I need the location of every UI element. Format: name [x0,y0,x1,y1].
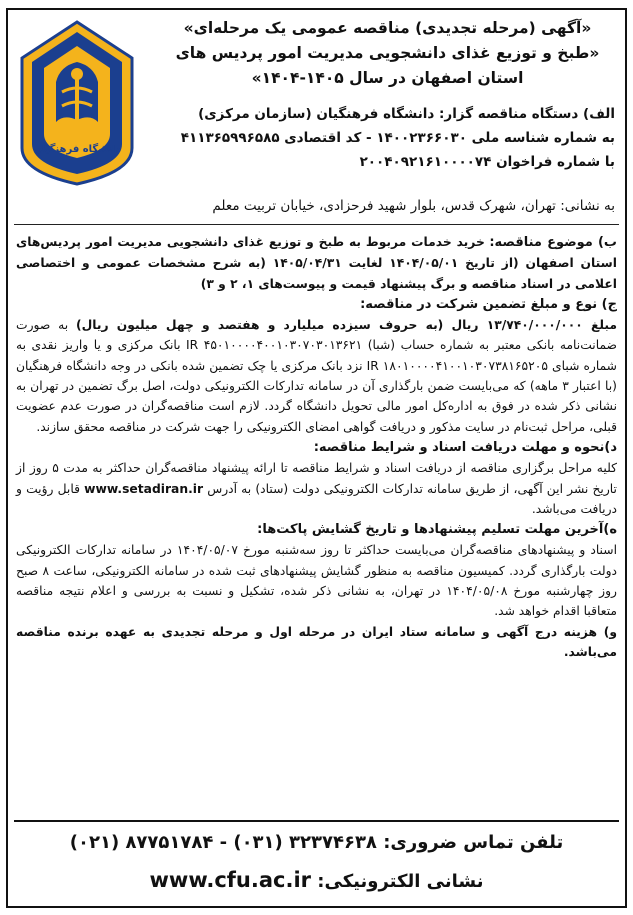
organizer-address: به نشانی: تهران، شهرک قدس، بلوار شهید فرحزادی، خیابان تربیت معلم [212,198,615,214]
section-d-text-end: قابل رؤیت و دریافت می‌باشد. [16,481,617,516]
notice-title [160,16,615,91]
section-d [16,437,617,519]
section-f-text: و) هزینه درج آگهی و سامانه ستاد ایران در مرحله اول و مرحله تجدیدی به عهده برنده مناقصه می‌باشد. [16,624,617,659]
title-line-1: «آگهی (مرحله تجدیدی) مناقصه عمومی یک مرحله‌ای» [183,19,592,37]
logo-text: دانشگاه فرهنگیان [33,144,121,155]
section-c-text: به صورت ضمانت‌نامه بانکی معتبر به شماره حساب (شبا) IR ۴۵۰۱۰۰۰۰۴۰۰۱۰۳۰۷۰۳۰۱۳۶۲۱ بانک مرکزی و یا واریز نقدی به شماره شبای IR ۱۸۰۱۰۰۰۰۴۱۰۰۱۰۳۰۷۳۸۱۶۵۲۰۵ نزد بانک مرکزی یا چک تضمین شده بانکی در وجه دانشگاه فرهنگیان (با اعتبار ۳ ماهه) که می‌بایست ضمن بارگذاری آن در سامانه تدارکات الکترونیکی دولت، اصل برگ تضمین در تهران به نشانی ذکر شده در فوق به اداره‌کل امور مالی تحویل دانشگاه گردد. لازم است مناقصه‌گران در صورت عدم عضویت قبلی، مراحل ثبت‌نام در سایت مذکور و دریافت گواهی امضای الکترونیکی را جهت شرکت در مناقصه محقق سازند. [16,318,617,434]
national-id-line: به شماره شناسه ملی ۱۴۰۰۲۳۶۶۰۳۰ - کد اقتصادی ۴۱۱۳۶۵۹۹۶۵۸۵ [180,130,615,146]
section-d-text: کلیه مراحل برگزاری مناقصه از دریافت اسناد و شرایط مناقصه تا ارائه پیشنهاد مناقصه‌گران حداکثر به مدت ۵ روز از تاریخ نشر این آگهی، از طریق سامانه تدارکات الکترونیکی دولت (ستاد) به آدرس [16,461,617,496]
title-line-2: «طبخ و توزیع غذای دانشجویی مدیریت امور پردیس های [175,44,600,62]
section-b [16,232,617,294]
website-link[interactable]: www.cfu.ac.ir [149,868,312,892]
section-b-text: خرید خدمات مربوط به طبخ و توزیع غذای دانشجویی مدیریت امور پردیس‌های استان اصفهان (از تاریخ ۱۴۰۴/۰۵/۰۱ لغایت ۱۴۰۵/۰۴/۳۱ (به شرح مشخصات عمومی و اختصاصی اعلامی در اسناد مناقصه و برگ پیشنهاد قیمت و پیوست‌های ۱، ۲ و ۳) [16,235,617,291]
section-e [16,519,617,621]
setad-link[interactable]: www.setadiran.ir [84,481,204,496]
notice-body [16,232,617,662]
contact-footer [14,820,619,908]
section-c [16,294,617,437]
section-d-title: د)نحوه و مهلت دریافت اسناد و شرایط مناقصه: [313,439,617,455]
tender-organizer [160,102,615,174]
title-line-3: استان اصفهان در سال ۱۴۰۵-۱۴۰۴» [251,69,524,87]
section-f [16,622,617,663]
website-line [14,868,619,892]
section-e-text: اسناد و پیشنهادهای مناقصه‌گران می‌بایست حداکثر تا روز سه‌شنبه مورخ ۱۴۰۴/۰۵/۰۷ در سامانه تدارکات الکترونیکی دولت بارگذاری گردد. کمیسیون مناقصه به منظور گشایش پیشنهادهای ثبت شده در سامانه الکترونیکی، ساعت ۸ صبح روز چهارشنبه مورخ ۱۴۰۴/۰۵/۰۸ در تهران، به نشانی ذکر شده، تشکیل و نسبت به بررسی و اعلام نتیجه مناقصه متعاقبا اقدام خواهد شد. [16,543,618,619]
call-number-line: با شماره فراخوان ۲۰۰۴۰۹۲۱۶۱۰۰۰۰۷۴ [359,154,615,170]
section-e-title: ه)آخرین مهلت تسلیم پیشنهادها و تاریخ گشایش پاکت‌ها: [257,522,617,538]
organizer-line: الف) دستگاه مناقصه گزار: دانشگاه فرهنگیان (سازمان مرکزی) [198,106,615,122]
university-logo [16,16,138,188]
website-label: نشانی الکترونیکی: [317,871,484,892]
guarantee-amount: مبلغ ۱۳/۷۴۰/۰۰۰/۰۰۰ ریال (به حروف سیزده میلیارد و هفتصد و چهل میلیون ریال) [76,318,618,333]
section-c-title: ج) نوع و مبلغ تضمین شرکت در مناقصه: [360,296,617,312]
section-b-title: ب) موضوع مناقصه: [489,235,617,250]
divider [14,224,619,225]
contact-phone: تلفن تماس ضروری: ۳۲۳۷۴۶۳۸ (۰۳۱) - ۸۷۷۵۱۷۸۴ (۰۲۱) [69,832,564,853]
